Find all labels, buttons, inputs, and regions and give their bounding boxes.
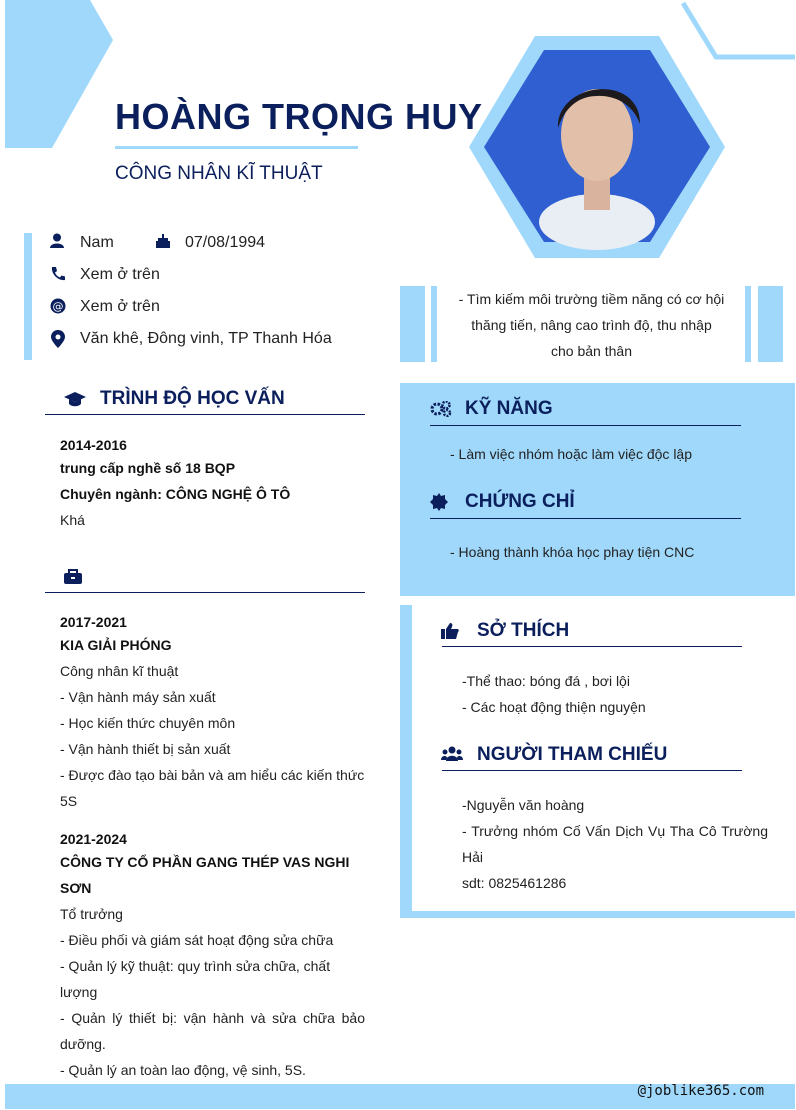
hobbies-divider [442, 646, 742, 647]
certificates-title: CHỨNG CHỈ [465, 491, 575, 512]
reference-phone: sdt: 0825461286 [462, 875, 567, 891]
references-divider [442, 770, 742, 771]
hobbies-title: SỞ THÍCH [477, 620, 570, 641]
education-grade: Khá [60, 512, 85, 528]
references-section [462, 792, 768, 896]
job-role: Tổ trưởng [60, 906, 123, 922]
references-title: NGƯỜI THAM CHIẾU [477, 744, 668, 765]
education-divider [45, 414, 365, 415]
job-duty: - Vận hành thiết bị sản xuất [60, 741, 231, 757]
hobby-item: -Thể thao: bóng đá , bơi lội [462, 673, 630, 689]
education-title: TRÌNH ĐỘ HỌC VẤN [100, 388, 285, 409]
experience-divider [45, 592, 365, 593]
graduation-cap-icon [64, 390, 86, 408]
phone: Xem ở trên [80, 266, 160, 283]
hobbies-list [462, 668, 646, 720]
hobby-item: - Các hoạt động thiện nguyện [462, 699, 646, 715]
name-underline [115, 146, 358, 149]
cake-icon [155, 233, 171, 249]
education-section [60, 432, 365, 533]
objective-line: cho bản thân [551, 343, 632, 359]
at-icon [50, 298, 66, 314]
gears-icon [430, 401, 452, 417]
skill-item: - Làm việc nhóm hoặc làm việc độc lập [450, 446, 692, 462]
skills-divider [430, 425, 741, 426]
top-left-shape [5, 0, 113, 148]
badge-icon [430, 493, 448, 511]
users-icon [441, 746, 463, 762]
top-right-frame [683, 3, 795, 57]
phone-icon [50, 266, 66, 282]
job-duty: - Điều phối và giám sát hoạt động sửa chữa [60, 932, 334, 948]
objective-bar-1 [400, 286, 425, 362]
objective-bar-4 [758, 286, 783, 362]
education-school: trung cấp nghề số 18 BQP [60, 460, 236, 476]
certificates-divider [430, 518, 741, 519]
footer-brand: @joblike365.com [637, 1083, 764, 1099]
job-role: Công nhân kĩ thuật [60, 663, 179, 679]
thumbs-up-icon [441, 623, 459, 639]
certificate-item: - Hoàng thành khóa học phay tiện CNC [450, 544, 695, 560]
job-company: KIA GIẢI PHÓNG [60, 637, 172, 653]
job-title: CÔNG NHÂN KĨ THUẬT [115, 163, 323, 184]
job-duty: - Được đào tạo bài bản và am hiểu các kiến thức 5S [60, 767, 365, 809]
birthday: 07/08/1994 [185, 234, 266, 251]
job-period: 2017-2021 [60, 614, 127, 630]
job-duty: - Quản lý kỹ thuật: quy trình sửa chữa, chất lượng [60, 958, 331, 1000]
job-duty: - Vận hành máy sản xuất [60, 689, 216, 705]
education-major: Chuyên ngành: CÔNG NGHỆ Ô TÔ [60, 486, 291, 502]
objective-bar-3 [745, 286, 751, 362]
experience-job [60, 826, 365, 1083]
candidate-name: HOÀNG TRỌNG HUY [115, 96, 483, 137]
skills-title: KỸ NĂNG [465, 398, 553, 419]
job-period: 2021-2024 [60, 831, 127, 847]
svg-text:@: @ [52, 300, 64, 313]
education-period: 2014-2016 [60, 437, 127, 453]
experience-job [60, 609, 365, 814]
objective-line: thăng tiến, nâng cao trình độ, thu nhập [471, 317, 712, 333]
objective-bar-2 [431, 286, 437, 362]
user-icon [50, 233, 64, 249]
objective-line: - Tìm kiếm môi trường tiềm năng có cơ hội [458, 291, 725, 307]
job-duty: - Quản lý thiết bị: vận hành và sửa chữa bảo dưỡng. [60, 1010, 365, 1052]
address: Văn khê, Đông vinh, TP Thanh Hóa [80, 330, 332, 347]
job-duty: - Học kiến thức chuyên môn [60, 715, 236, 731]
reference-name: -Nguyễn văn hoàng [462, 797, 585, 813]
contact-accent-bar [24, 233, 32, 360]
reference-position: - Trưởng nhóm Cố Vấn Dịch Vụ Tha Cô Trường Hải [462, 823, 768, 865]
job-company: CÔNG TY CỔ PHẦN GANG THÉP VAS NGHI SƠN [60, 854, 350, 896]
gender: Nam [80, 234, 114, 251]
career-objective [440, 286, 743, 364]
map-pin-icon [51, 330, 65, 348]
email: Xem ở trên [80, 298, 160, 315]
briefcase-icon [64, 569, 82, 585]
job-duty: - Quản lý an toàn lao động, vệ sinh, 5S. [60, 1062, 306, 1078]
